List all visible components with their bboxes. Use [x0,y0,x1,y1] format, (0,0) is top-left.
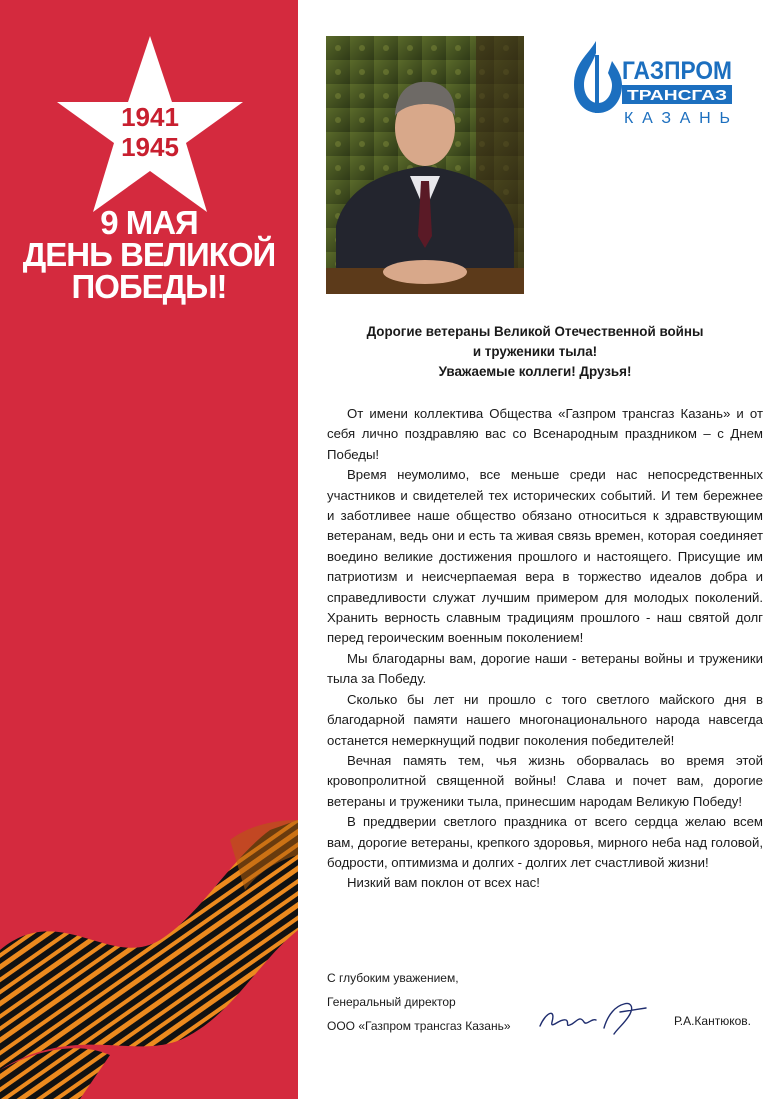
paragraph: Время неумолимо, все меньше среди нас непосредственных участников и свидетелей тех исторических событий. И тем бережнее и заботливее наше общество обязано относиться к здравствующим ветеранам, ведь они и есть та живая связь времен, которая соединяет воедино великие достижения прошлого и настоящего. Присущие им патриотизм и неисчерпаемая вера в торжество идеалов добра и справедливости служат лучшим примером для молодых поколений. Хранить верность славным традициям прошлого - наш святой долг перед героическим военным поколением! [327,467,763,646]
paragraph: Мы благодарны вам, дорогие наши - ветераны войны и труженики тыла за Победу. [327,650,763,687]
st-george-ribbon-image [0,820,298,1099]
greeting-line-3: Уважаемые коллеги! Друзья! [438,364,632,379]
greeting-line-1: Дорогие ветераны Великой Отечественной войны [366,324,704,339]
closing-regards: С глубоким уважением, [327,971,459,985]
year-end: 1945 [121,132,179,162]
paragraph: Сколько бы лет ни прошло с того светлого майского дня в благодарной памяти нашего многонационального народа навсегда останется немеркнущий подвиг поколения победителей! [327,691,763,748]
director-portrait-photo [326,36,524,294]
paragraph: Вечная память тем, чья жизнь оборвалась во время этой кровопролитной священной войны! Слава и почет вам, дорогие ветераны и труженики тыла, принесшим народам Великую Победу! [327,752,763,809]
paragraph: От имени коллектива Общества «Газпром трансгаз Казань» и от себя лично поздравляю вас со Всенародным праздником – с Днем Победы! [327,406,763,462]
banner-date: 9 МАЯ [100,204,198,241]
letter-closing [327,966,511,1038]
greeting-heading [310,322,760,382]
closing-company: ООО «Газпром трансгаз Казань» [327,1019,511,1033]
logo-transgaz-text: ТРАНСГАЗ [627,87,727,104]
banner-day-title: ДЕНЬ ВЕЛИКОЙ [22,236,276,273]
paragraph: Низкий вам поклон от всех нас! [347,875,540,891]
logo-city-text: КАЗАНЬ [624,110,730,127]
handwritten-signature-icon [534,998,654,1038]
letter-body [327,404,763,894]
closing-position: Генеральный директор [327,995,456,1009]
banner-victory-title: ПОБЕДЫ! [71,268,227,305]
holiday-banner-panel [0,0,298,1099]
gazprom-transgaz-kazan-logo [566,35,736,127]
signer-name: Р.А.Кантюков. [674,1014,751,1028]
paragraph: В преддверии светлого праздника от всего сердца желаю всем вам, дорогие ветераны, крепкого здоровья, мирного неба над головой, бодрости, оптимизма и долгих - долгих лет счастливой жизни! [327,814,763,870]
star-icon [55,36,245,216]
greeting-line-2: и труженики тыла! [472,344,598,359]
logo-brand-text: ГАЗПРОМ [622,57,732,85]
year-start: 1941 [121,102,179,132]
